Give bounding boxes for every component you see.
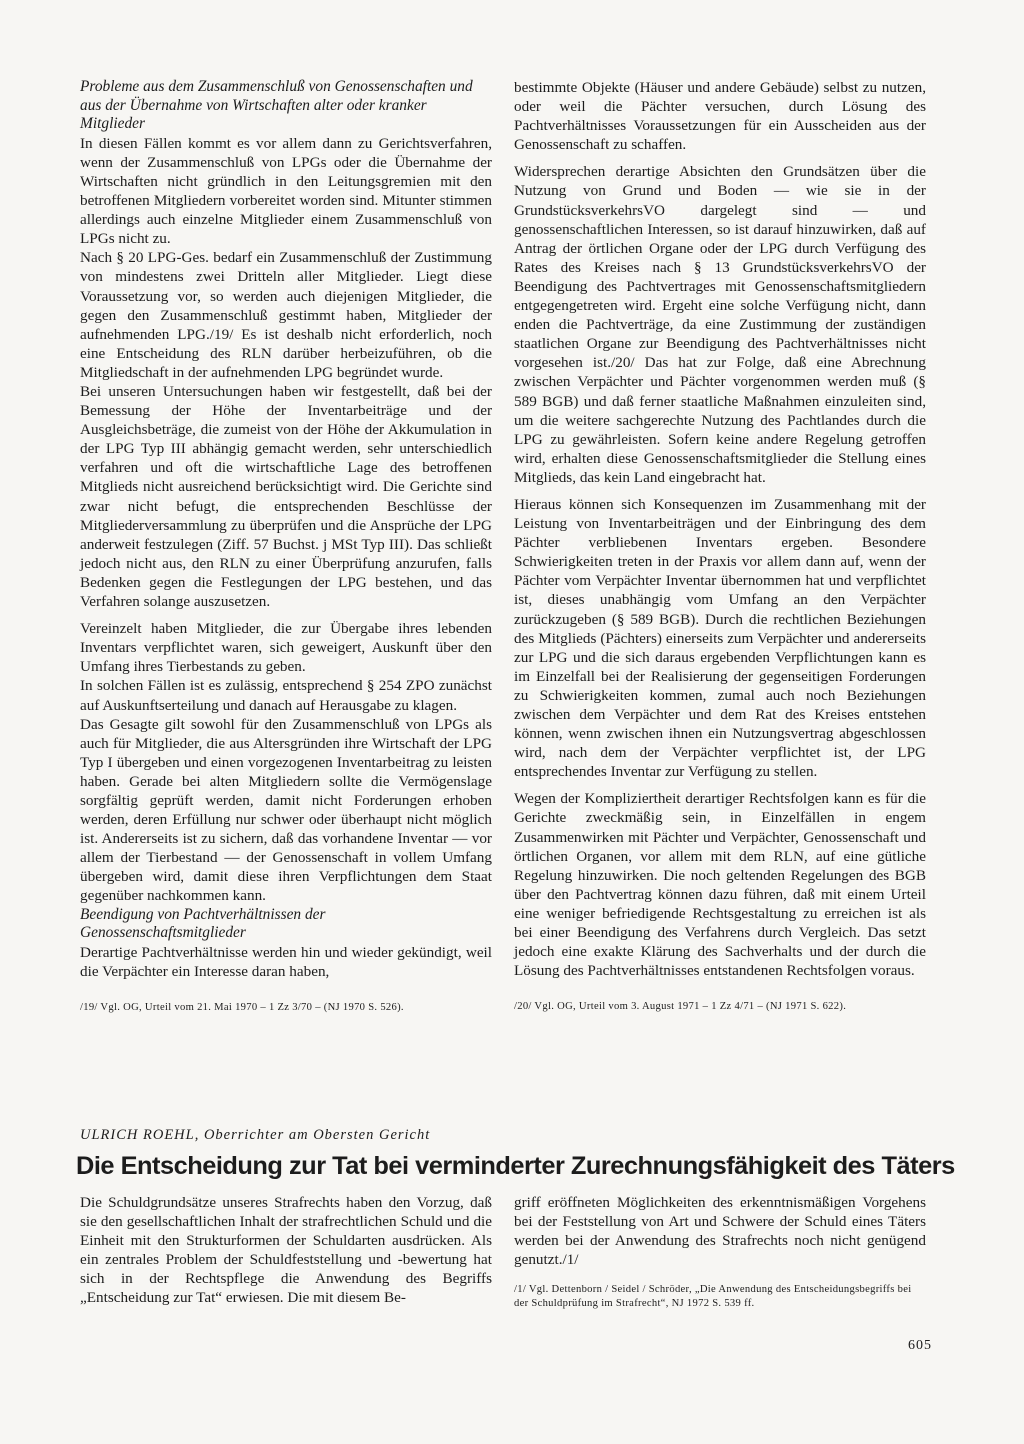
paragraph: Bei unseren Untersuchungen haben wir festgestellt, daß bei der Bemessung der Höhe der Inventarbeiträge und der Ausgleichsbeträge, die zumeist von der Höhe der Akkumulation in der LPG Typ III abhängig gemacht werden, sehr unterschiedlich verfahren und oft die wirtschaftliche Lage des betroffenen Mitglieds nicht ausreichend berücksichtigt wird. Die Gerichte sind zwar nicht befugt, die entsprechenden Beschlüsse der Mitgliederversammlung zu überprüfen und die Ansprüche der LPG anderweit festzulegen (Ziff. 57 Buchst. j MSt Typ III). Das schließt jedoch nicht aus, den RLN zu einer Überprüfung anzurufen, falls Bedenken gegen die Festlegungen der LPG bestehen, und das Verfahren solange auszusetzen. — [80, 383, 492, 611]
paragraph: Hieraus können sich Konsequenzen im Zusammenhang mit der Leistung von Inventarbeiträgen und der Einbringung des dem Pächter verbliebenen Inventars ergeben. Besondere Schwierigkeiten treten in der Praxis vor allem dann auf, wenn der Pächter vom Verpächter Inventar übernommen hat und verpflichtet ist, dieses unabhängig vom Umfang an den Verpächter zurückzugeben (§ 589 BGB). Durch die rechtlichen Beziehungen des Mitglieds (Pächters) einerseits zum Verpächter und andererseits zur LPG und die sich daraus ergebenden Verpflichtungen kann es im Einzelfall bei der Realisierung der gegenseitigen Forderungen zu Schwierigkeiten kommen, zumal auch noch Beziehungen zwischen dem Verpächter und dem Rat des Kreises entstehen können, wenn zwischen ihnen ein Nutzungsvertrag abgeschlossen wird, nach dem der Verpächter verpflichtet ist, der LPG entsprechendes Inventar zur Verfügung zu stellen. — [514, 495, 926, 781]
paragraph: In solchen Fällen ist es zulässig, entsprechend § 254 ZPO zunächst auf Auskunftserteilung und danach auf Herausgabe zu klagen. — [80, 677, 492, 714]
article-title: Die Entscheidung zur Tat bei verminderter Zurechnungsfähigkeit des Täters — [76, 1152, 955, 1180]
page-number: 605 — [908, 1338, 932, 1353]
bottom-right-column — [514, 1193, 926, 1311]
paragraph: bestimmte Objekte (Häuser und andere Gebäude) selbst zu nutzen, oder weil die Pächter versuchen, durch Lösung des Pachtverhältnisses Voraussetzungen für ein Ausscheiden aus der Genossenschaft zu schaffen. — [514, 79, 926, 154]
footnote: /20/ Vgl. OG, Urteil vom 3. August 1971 – 1 Zz 4/71 – (NJ 1971 S. 622). — [514, 1001, 847, 1013]
paragraph: Das Gesagte gilt sowohl für den Zusammenschluß von LPGs als auch für Mitglieder, die aus Altersgründen ihre Wirtschaft der LPG Typ I übergeben und einen vorgezogenen Inventarbeitrag zu leisten haben. Gerade bei alten Mitgliedern sollte die Vermögenslage sorgfältig geprüft werden, damit nicht Forderungen erhoben werden, deren Erfüllung nur schwer oder überhaupt nicht möglich ist. Andererseits ist zu sichern, daß das vorhandene Inventar — vor allem der Tierbestand — der Genossenschaft in vollem Umfang übergeben wird, damit diese ihren Verpflichtungen dem Staat gegenüber nachkommen kann. — [80, 715, 492, 905]
footnote: /19/ Vgl. OG, Urteil vom 21. Mai 1970 – 1 Zz 3/70 – (NJ 1970 S. 526). — [80, 1001, 404, 1013]
paragraph: Die Schuldgrundsätze unseres Strafrechts haben den Vorzug, daß sie den gesellschaftlichen Inhalt der strafrechtlichen Schuld und die Einheit mit den Strukturformen der Schuldarten ausdrücken. Als ein zentrales Problem der Schuldfeststellung und -bewertung hat sich in der Rechtspflege die Anwendung des Begriffs „Entscheidung zur Tat“ erwiesen. Die mit diesem Be- — [80, 1194, 492, 1307]
author-line: ULRICH ROEHL, Oberrichter am Obersten Gericht — [80, 1127, 431, 1143]
section-heading: Beendigung von Pachtverhältnissen der Genossenschaftsmitglieder — [80, 905, 326, 942]
paragraph: griff eröffneten Möglichkeiten des erkenntnismäßigen Vorgehens bei der Feststellung von Art und Schwere der Schuld eines Täters werden bei der Anwendung des Strafrechts noch nicht genügend genutzt./1/ — [514, 1194, 926, 1269]
paragraph: Derartige Pachtverhältnisse werden hin und wieder gekündigt, weil die Verpächter ein Interesse daran haben, — [80, 943, 492, 980]
paragraph: In diesen Fällen kommt es vor allem dann zu Gerichtsverfahren, wenn der Zusammenschluß von LPGs oder die Übernahme der Wirtschaften nicht gründlich in den Leitungsgremien mit den betroffenen Mitgliedern vorbereitet worden sind. Mitunter stimmen allerdings auch einzelne Mitglieder einem Zusammenschluß von LPGs nicht zu. — [80, 134, 492, 248]
paragraph: Wegen der Kompliziertheit derartiger Rechtsfolgen kann es für die Gerichte zweckmäßig sein, in Einzelfällen in engem Zusammenwirken mit Pächter und Verpächter, Genossenschaft und örtlichen Organen, vor allem mit dem RLN, auf eine gütliche Regelung hinzuwirken. Die noch geltenden Regelungen des BGB über den Pachtvertrag können dazu führen, daß mit einem Urteil eine weniger befriedigende Rechtsgestaltung zu erreichen ist als bei einer Beendigung des Verfahrens durch Vergleich. Das setzt jedoch eine exakte Klärung des Sachverhalts und der durch die Lösung des Pachtverhältnisses entstandenen Rechtsfolgen voraus. — [514, 790, 926, 980]
section-heading: Probleme aus dem Zusammenschluß von Genossenschaften und aus der Übernahme von Wirtschaften alter oder kranker Mitglieder — [80, 78, 473, 133]
paragraph: Vereinzelt haben Mitglieder, die zur Übergabe ihres lebenden Inventars verpflichtet waren, sich geweigert, Auskunft über den Umfang ihres Tierbestands zu geben. — [80, 620, 492, 676]
left-column — [80, 78, 492, 1015]
footnote: /1/ Vgl. Dettenborn / Seidel / Schröder, „Die Anwendung des Entscheidungsbegriffs bei der Schuldprüfung im Strafrecht“, NJ 1972 S. 539 ff. — [514, 1284, 912, 1310]
paragraph: Widersprechen derartige Absichten den Grundsätzen über die Nutzung von Grund und Boden — wie sie in der GrundstücksverkehrsVO dargelegt sind — und genossenschaftlichen Interessen, so ist darauf hinzuwirken, daß auf Antrag der örtlichen Organe oder der LPG durch Verfügung des Rates des Kreises nach § 13 GrundstücksverkehrsVO der Beendigung des Pachtvertrages mit Genossenschaftsmitgliedern entgegengetreten wird. Ergeht eine solche Verfügung nicht, dann enden die Pachtverträge, da eine Zustimmung der zuständigen staatlichen Organe zur Beendigung des Pachtverhältnisses nicht vorgesehen ist./20/ Das hat zur Folge, daß eine Abrechnung zwischen Verpächter und Pächter vorgenommen werden muß (§ 589 BGB) und daß ferner staatliche Maßnahmen einzuleiten sind, um die weitere sachgerechte Nutzung des Pachtlandes durch die LPG zu gewährleisten. Sofern keine andere Regelung getroffen wird, erhalten diese Genossenschaftsmitglieder die Stellung eines Mitglieds, das kein Land eingebracht hat. — [514, 163, 926, 486]
bottom-left-column — [80, 1193, 492, 1308]
paragraph: Nach § 20 LPG-Ges. bedarf ein Zusammenschluß der Zustimmung von mindestens zwei Dritteln aller Mitglieder. Liegt diese Voraussetzung vor, so werden auch diejenigen Mitglieder, die gegen den Zusammenschluß gestimmt haben, Mitglieder der aufnehmenden LPG./19/ Es ist deshalb nicht erforderlich, noch eine Entscheidung des RLN darüber herbeizuführen, ob die Mitgliedschaft in der aufnehmenden LPG begründet wurde. — [80, 249, 492, 381]
right-column — [514, 78, 926, 1014]
